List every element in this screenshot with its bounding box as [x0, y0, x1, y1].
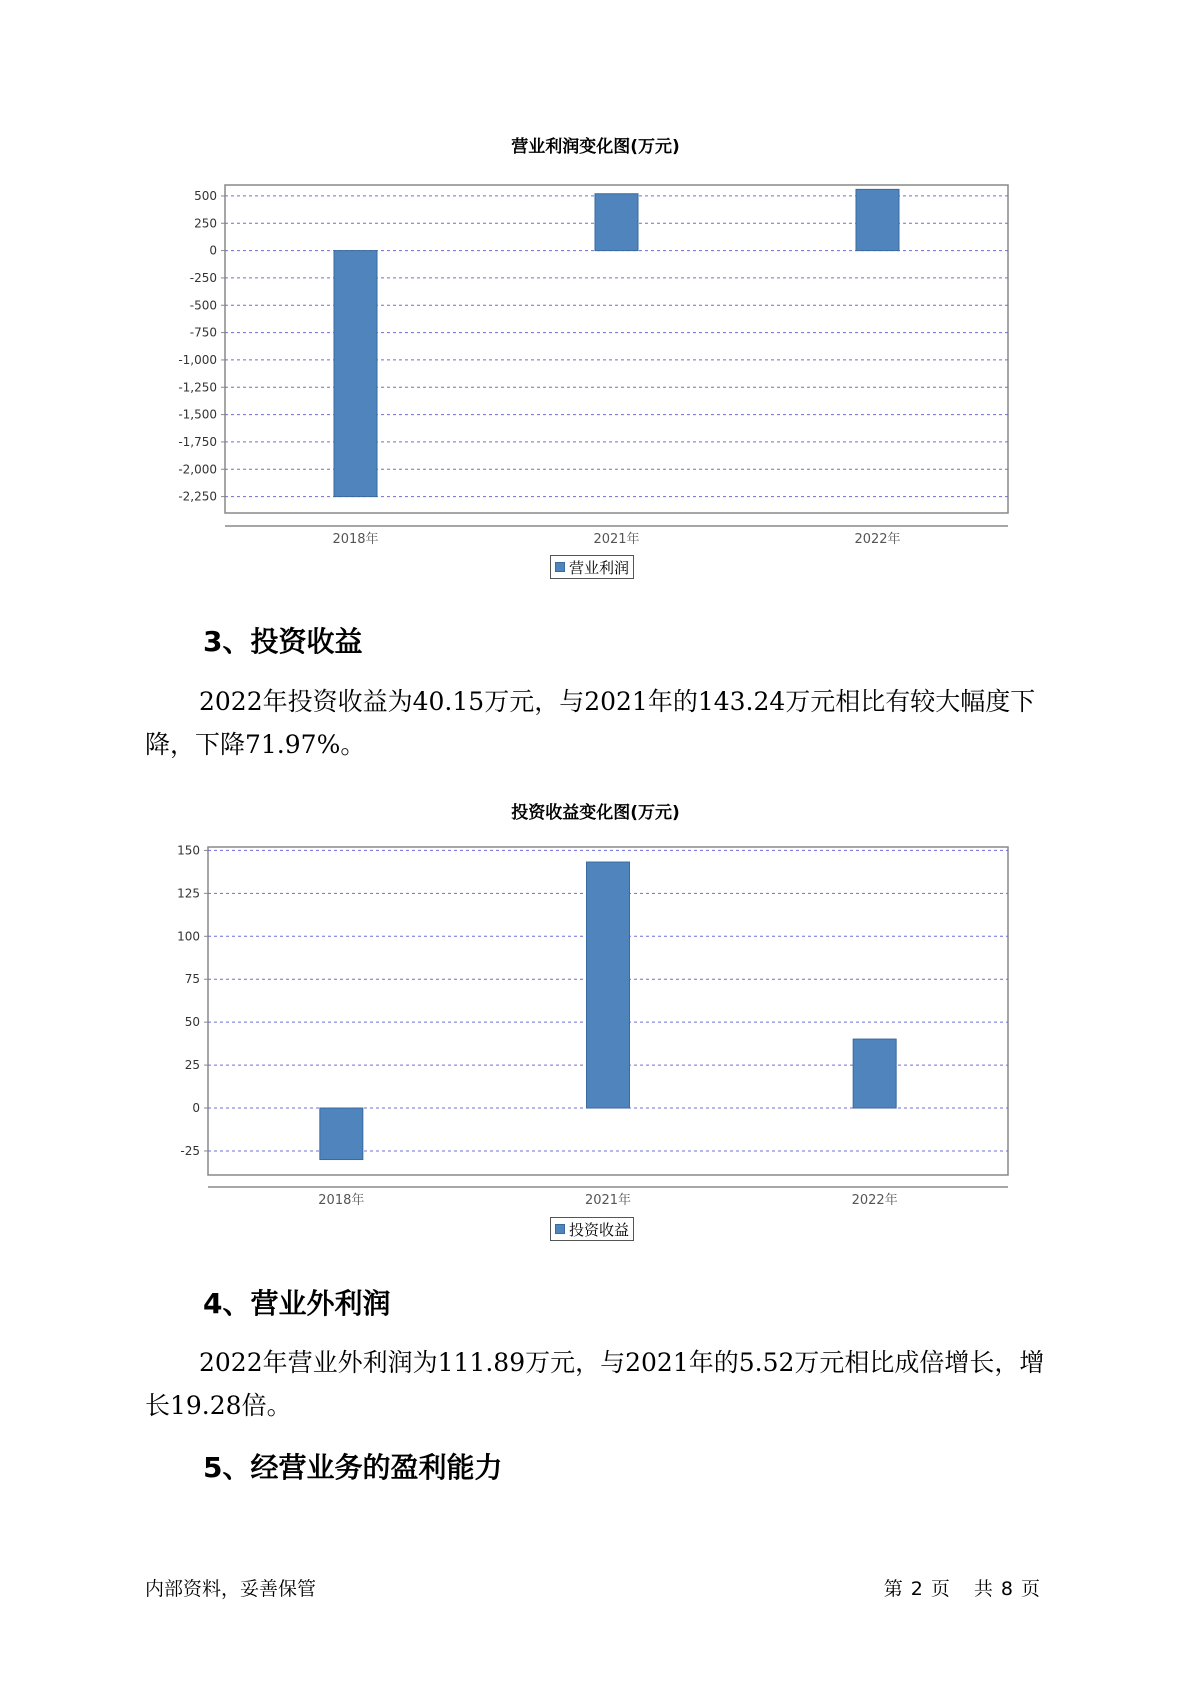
y-tick-label: -250: [189, 270, 217, 285]
y-tick-label: -750: [189, 325, 217, 340]
bar: [853, 1039, 896, 1108]
bar: [334, 251, 377, 497]
y-tick-label: -1,250: [178, 380, 217, 395]
y-tick-label: 250: [194, 216, 217, 231]
operating-profit-chart: [0, 168, 1191, 548]
x-tick-label: 2022年: [854, 532, 901, 547]
y-tick-label: 0: [209, 243, 217, 258]
bar: [587, 862, 630, 1108]
chart1-legend: [550, 555, 634, 579]
total-pages: 8: [1000, 1578, 1013, 1600]
y-tick-label: 100: [177, 929, 200, 944]
y-tick-label: -500: [189, 298, 217, 313]
section5-heading: 5、经营业务的盈利能力: [203, 1451, 503, 1484]
y-tick-label: 25: [184, 1058, 200, 1073]
y-tick-label: 150: [177, 843, 200, 858]
investment-income-chart: [0, 832, 1191, 1212]
footer-confidential: 内部资料，妥善保管: [145, 1578, 317, 1600]
y-tick-label: 500: [194, 188, 217, 203]
y-tick-label: -2,250: [178, 489, 217, 504]
section4-paragraph: 2022年营业外利润为111.89万元，与2021年的5.52万元相比成倍增长，增长19.28倍。: [145, 1348, 1045, 1420]
y-tick-label: 75: [184, 972, 200, 987]
x-tick-label: 2021年: [584, 1193, 632, 1208]
section4-heading: 4、营业外利润: [203, 1287, 391, 1320]
y-tick-label: -1,000: [178, 352, 217, 367]
x-tick-label: 2022年: [851, 1193, 898, 1208]
bar: [595, 194, 638, 251]
bar: [320, 1108, 363, 1160]
page-unit: 页: [930, 1578, 950, 1600]
x-tick-label: 2018年: [318, 1193, 365, 1208]
total-unit: 页: [1020, 1578, 1040, 1600]
y-tick-label: -25: [180, 1143, 200, 1158]
page-prefix: 第: [883, 1578, 903, 1600]
y-tick-label: -1,750: [178, 434, 217, 449]
bar: [856, 189, 899, 250]
chart1-title: 营业利润变化图(万元): [511, 137, 680, 157]
y-tick-label: 50: [184, 1015, 200, 1030]
x-tick-label: 2021年: [593, 532, 640, 547]
section3-heading: 3、投资收益: [203, 625, 363, 658]
legend-swatch: [555, 562, 565, 572]
y-tick-label: -2,000: [178, 462, 217, 477]
section3-paragraph: 2022年投资收益为40.15万元，与2021年的143.24万元相比有较大幅度下降，下降71.97%。: [145, 687, 1036, 759]
x-tick-label: 2018年: [332, 532, 379, 547]
footer-page-info: [880, 1574, 1044, 1601]
chart2-legend: [550, 1217, 634, 1241]
y-tick-label: 125: [177, 886, 200, 901]
chart2-title: 投资收益变化图(万元): [511, 803, 680, 823]
chart2-legend-label: 投资收益: [569, 1220, 630, 1239]
total-prefix: 共: [973, 1578, 993, 1600]
page-number: 2: [910, 1578, 923, 1600]
chart1-legend-label: 营业利润: [569, 558, 630, 577]
y-tick-label: 0: [192, 1101, 200, 1116]
y-tick-label: -1,500: [178, 407, 217, 422]
legend-swatch: [555, 1224, 565, 1234]
